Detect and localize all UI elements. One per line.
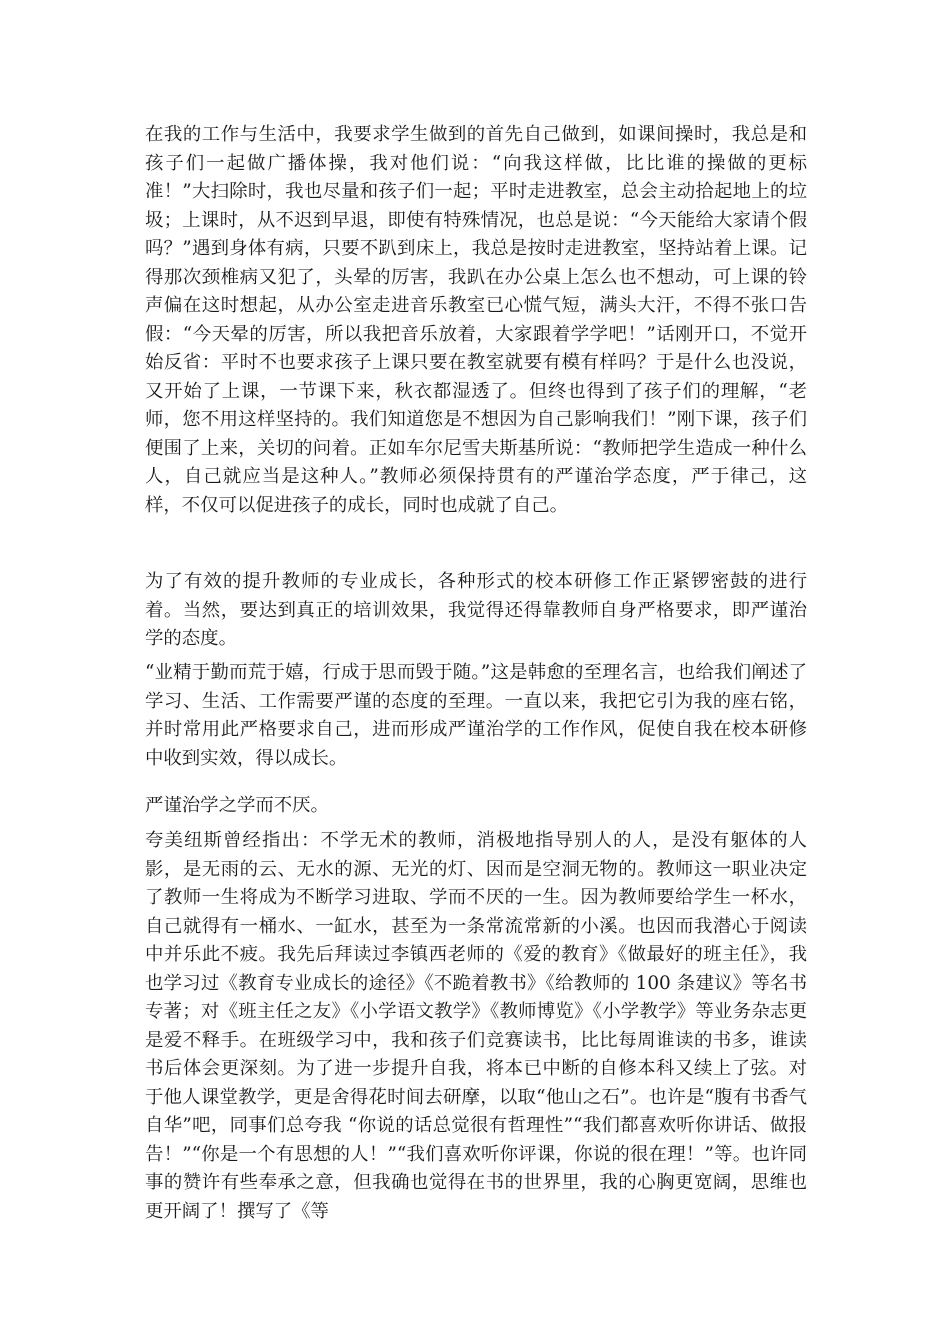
- paragraph: 在我的工作与生活中，我要求学生做到的首先自己做到，如课间操时，我总是和孩子们一起做广播体操，我对他们说：“向我这样做，比比谁的操做的更标准！”大扫除时，我也尽量和孩子们一起；平时走进教室，总会主动拾起地上的垃圾；上课时，从不迟到早退，即使有特殊情况，也总是说：“今天能给大家请个假吗？”遇到身体有病，只要不趴到床上，我总是按时走进教室，坚持站着上课。记得那次颈椎病又犯了，头晕的厉害，我趴在办公桌上怎么也不想动，可上课的铃声偏在这时想起，从办公室走进音乐教室已心慌气短，满头大汗，不得不张口告假：“今天晕的厉害，所以我把音乐放着，大家跟着学学吧！”话刚开口，不觉开始反省：平时不也要求孩子上课只要在教室就要有模有样吗？于是什么也没说，又开始了上课，一节课下来，秋衣都湿透了。但终也得到了孩子们的理解，“老师，您不用这样坚持的。我们知道您是不想因为自己影响我们！”刚下课，孩子们便围了上来，关切的问着。正如车尔尼雪夫斯基所说：“教师把学生造成一种什么人，自己就应当是这种人。”教师必须保持贯有的严谨治学态度，严于律己，这样，不仅可以促进孩子的成长，同时也成就了自己。: [145, 124, 807, 516]
- paragraph: “业精于勤而荒于嬉，行成于思而毁于随。”这是韩愈的至理名言，也给我们阐述了学习、生活、工作需要严谨的态度的至理。一直以来，我把它引为我的座右铭，并时常用此严格要求自己，进而形成严谨治学的工作作风，促使自我在校本研修中收到实效，得以成长。: [145, 662, 807, 769]
- document-body: [145, 121, 807, 1222]
- paragraph: 为了有效的提升教师的专业成长，各种形式的校本研修工作正紧锣密鼓的进行着。当然，要达到真正的培训效果，我觉得还得靠教师自身严格要求，即严谨治学的态度。: [145, 571, 807, 649]
- section-heading: 严谨治学之学而不厌。: [145, 795, 329, 816]
- paragraph: 夸美纽斯曾经指出：不学无术的教师，消极地指导别人的人，是没有躯体的人影，是无雨的云、无水的源、无光的灯、因而是空洞无物的。教师这一职业决定了教师一生将成为不断学习进取、学而不厌的一生。因为教师要给学生一杯水，自己就得有一桶水、一缸水，甚至为一条常流常新的小溪。也因而我潜心于阅读中并乐此不疲。我先后拜读过李镇西老师的《爱的教育》《做最好的班主任》，我也学习过《教育专业成长的途径》《不跪着教书》《给教师的 100 条建议》等名书专著；对《班主任之友》《小学语文教学》《教师博览》《小学教学》等业务杂志更是爱不释手。在班级学习中，我和孩子们竞赛读书，比比每周谁读的书多，谁读书后体会更深刻。为了进一步提升自我，将本已中断的自修本科又续上了弦。对于他人课堂教学，更是舍得花时间去研摩，以取“他山之石”。也许是“腹有书香气自华”吧，同事们总夸我 “你说的话总觉很有哲理性”“我们都喜欢听你讲话、做报告！”“你是一个有思想的人！”“我们喜欢听你评课，你说的很在理！”等。也许同事的赞许有些奉承之意，但我确也觉得在书的世界里，我的心胸更宽阔，思维也更开阔了！撰写了《等: [145, 830, 807, 1222]
